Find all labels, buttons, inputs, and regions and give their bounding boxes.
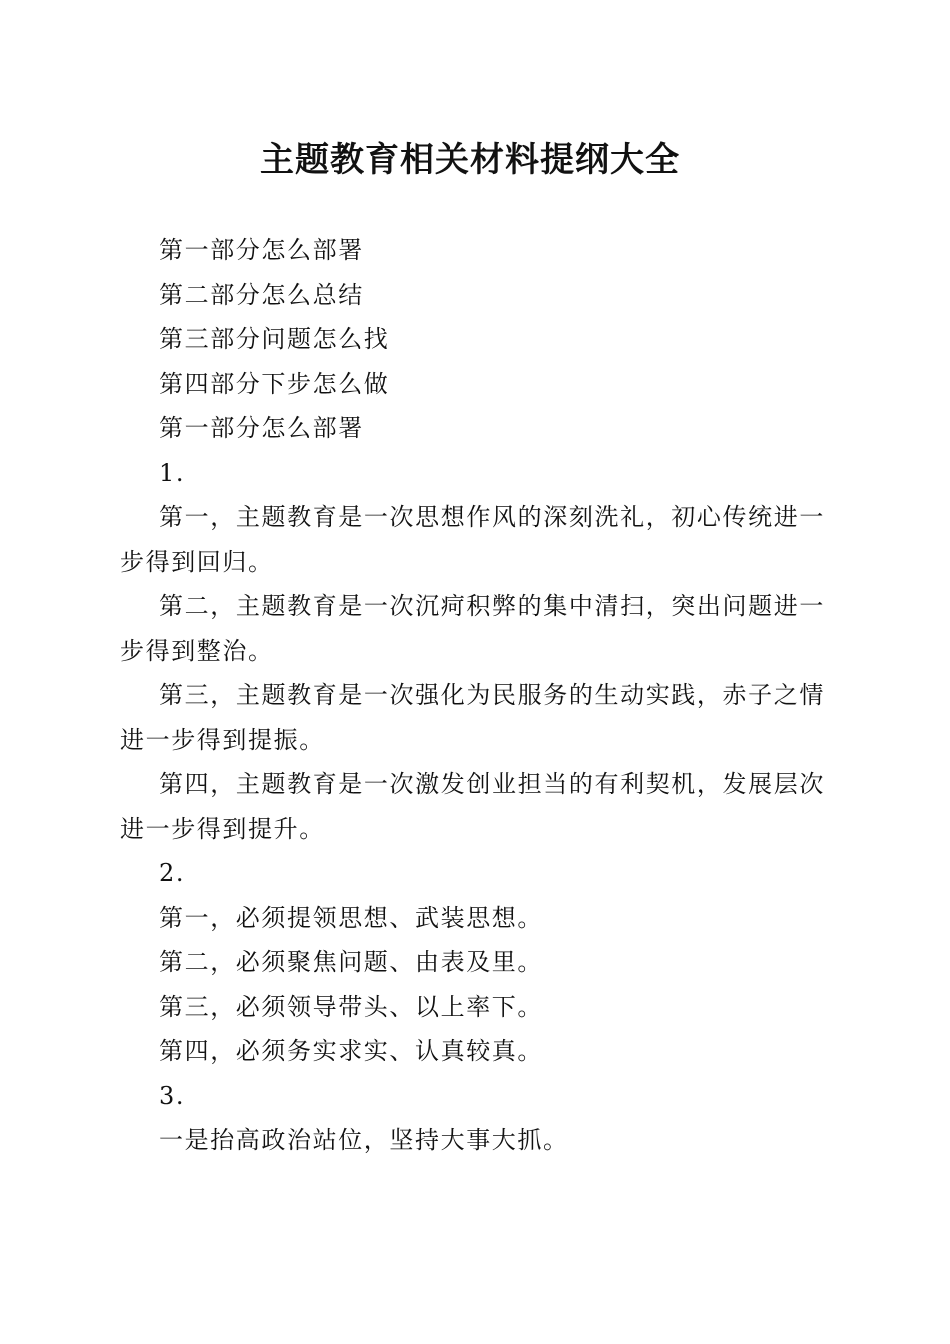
document-body (120, 228, 825, 1163)
body-paragraph: 第四，必须务实求实、认真较真。 (159, 1037, 543, 1065)
body-paragraph: 第四，主题教育是一次激发创业担当的有利契机，发展层次进一步得到提升。 (120, 770, 825, 843)
body-paragraph: 第三，必须领导带头、以上率下。 (159, 992, 543, 1021)
document-title: 主题教育相关材料提纲大全 (260, 140, 680, 180)
body-paragraph: 第三，主题教育是一次强化为民服务的生动实践，赤子之情进一步得到提振。 (120, 681, 825, 754)
subsection-number-1: 1. (159, 458, 186, 487)
toc-item-part-three: 第三部分问题怎么找 (159, 325, 390, 353)
body-paragraph: 第一，必须提领思想、武装思想。 (159, 903, 543, 932)
body-paragraph: 一是抬高政治站位，坚持大事大抓。 (159, 1126, 569, 1154)
toc-item-part-one: 第一部分怎么部署 (159, 236, 364, 264)
body-paragraph: 第一，主题教育是一次思想作风的深刻洗礼，初心传统进一步得到回归。 (120, 503, 825, 576)
section-heading-part-one: 第一部分怎么部署 (159, 414, 364, 442)
body-paragraph: 第二，主题教育是一次沉疴积弊的集中清扫，突出问题进一步得到整治。 (120, 592, 825, 665)
toc-item-part-two: 第二部分怎么总结 (159, 280, 364, 309)
subsection-number-3: 3. (159, 1081, 186, 1110)
toc-item-part-four: 第四部分下步怎么做 (159, 369, 390, 398)
body-paragraph: 第二，必须聚焦问题、由表及里。 (159, 948, 543, 976)
subsection-number-2: 2. (159, 859, 186, 887)
